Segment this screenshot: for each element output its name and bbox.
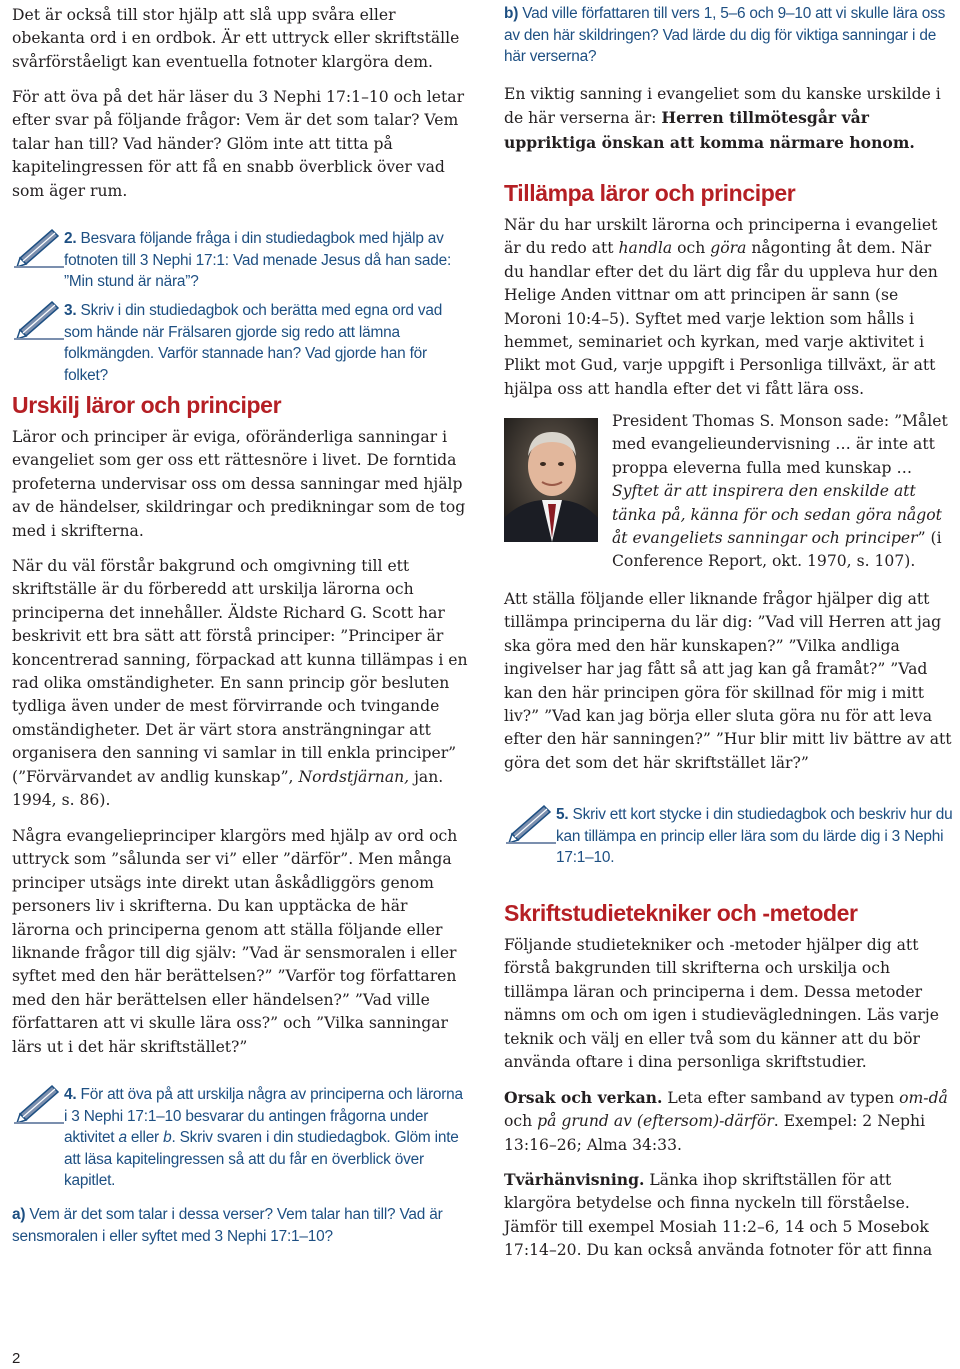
apply-paragraph: Att ställa följande eller liknande frågor hjälper dig att tillämpa principerna du lär dig: ”Vad vill Herren att jag ska göra med den här kunskapen?” ”Vilka andliga ingivelser har jag fått så att jag kan gå framåt?” ”Vad kan den här principen göra för skillnad för mig i mitt liv?” ”Vad kan jag börja eller sluta göra nu för att leva efter den här sanningen?” ”Hur blir mitt liv bättre av att göra det som det här skriftstället lär?” [504, 590, 952, 772]
orsak-italic-1: om-då [899, 1089, 948, 1107]
urskilj-p2-end: jan. 1994, s. 86). [12, 767, 444, 810]
tillampa-handla: handla [618, 239, 673, 258]
monson-quote-italic: Syftet är att inspirera den enskilde att tänka på, känna för och sedan göra något åt evangeliets sanningar och principer [612, 482, 942, 548]
activity-5 [504, 804, 956, 869]
urskilj-paragraph-3: Några evangelieprinciper klargörs med hjälp av ord och uttryck som ”sålunda ser vi” eller ”därför”. Men många principer utsägs inte direkt utan åskådliggörs genom personers liv i skrifterna. Du kan upptäcka de här lärorna och principerna genom att ställa följande eller liknande frågor till dig själv: ”Vad är sensmoralen i eller syftet med den här berättelsen?” ”Varför tog författaren med den här berättelsen eller händelsen?” ”Vad ville författaren att vi skulle lära oss?” och ”Vilka sanningar lärs ut i det här skriftstället?” [12, 827, 458, 1056]
pencil-icon [14, 228, 64, 268]
urskilj-p1-b: De forntida profeterna undervisar oss om dessa sanningar med hjälp av de händelser, skildringar och predikningar som de tog med i skrifterna. [12, 451, 466, 540]
urskilj-p2-a: När du väl förstår bakgrund och omgivning till ett skriftställe är du förberedd att urskilja lärorna och principerna det innehåller. [12, 557, 414, 622]
pencil-icon [14, 1084, 64, 1124]
orsak-label: Orsak och verkan. [504, 1088, 663, 1107]
tillampa-gora: göra [710, 239, 747, 258]
urskilj-paragraph-2 [12, 555, 470, 812]
monson-quote-end: ” (i Conference Report, okt. 1970, s. 107). [612, 529, 942, 571]
activity-3-number: 3. [64, 302, 77, 319]
urskilj-p2-b: Äldste Richard G. Scott har beskrivit ett bra sätt att förstå principer: ”Principer är koncentrerad sanning, förpackad att kunna tillämpas i en rad olika omständigheter. En sann princip gör besluten tydliga även under de mest förvirrande och tvingande omständigheter. Det är värt stora ansträngningar att organisera den sanning vi samlar in till enkla principer” (”Förvärvandet av andlig kunskap”, [12, 603, 468, 786]
orsak-och: och [504, 1112, 538, 1131]
heading-tillampa: Tillämpa läror och principer [504, 180, 796, 206]
activity-2-text [12, 228, 470, 293]
activity-4-mid: eller [126, 1129, 164, 1147]
intro-paragraph-1: Det är också till stor hjälp att slå upp svåra eller obekanta ord i en ordbok. Är ett uttryck eller skriftställe svårförståeligt kan eventuella fotnoter klargöra dem. [12, 6, 460, 71]
urskilj-paragraph-1 [12, 426, 470, 543]
activity-4-option-b: b [163, 1129, 172, 1147]
activity-5-number: 5. [556, 806, 569, 823]
tekniker-paragraph: Följande studietekniker och -metoder hjälper dig att förstå bakgrunden till skrifterna och urskilja och tillämpa läran och principerna i dem. Dessa metoder nämns om och om igen i studievägledningen. Läs varje teknik och välj en eller två som du känner att du bör använda oftare i dina personliga skriftstudier. [504, 936, 939, 1072]
tvar-text: Länka ihop skriftställen för att klargöra betydelse och finna nyckeln till förståelse. Jämför till exempel Mosiah 11:2–6, 14 och 5 Mosebok 17:14–20. Du kan också använda fotnoter för att finna [504, 1171, 933, 1260]
activity-4-option-a: a [118, 1129, 127, 1147]
activity-4-number: 4. [64, 1086, 77, 1103]
pencil-icon [14, 300, 64, 340]
activity-2-body: Besvara följande fråga i din studiedagbok med hjälp av fotnoten till 3 Nephi 17:1: Vad menade Jesus då han sade: ”Min stund är nära”? [64, 230, 452, 291]
activity-4a-text: Vem är det som talar i dessa verser? Vem talar han till? Vad är sensmoralen i eller syftet med 3 Nephi 17:1–10? [12, 1206, 443, 1245]
heading-tekniker: Skriftstudietekniker och -metoder [504, 900, 858, 926]
tillampa-text-b: någonting åt dem. När du handlar efter det du lärt dig får du uppleva hur den Helige Anden vittnar om att principen är sann (se Moroni 10:4–5). Syftet med varje lektion som hålls i hemmet, seminariet och kyrkan, med varje aktivitet i Plikt mot Gud, varje uppgift i Personliga tillväxt, är att hjälpa oss att handla efter det vi fått lära oss. [504, 239, 938, 398]
orsak-italic-2: på grund av (eftersom)-därför [537, 1112, 774, 1131]
tillampa-och: och [672, 239, 711, 258]
tvar-label: Tvärhänvisning. [504, 1170, 645, 1189]
activity-4a [12, 1204, 470, 1247]
activity-2-number: 2. [64, 230, 77, 247]
urskilj-p1-a: Läror och principer är eviga, oföränderliga sanningar i evangeliet som ger oss ett rättesnöre i livet. [12, 428, 448, 470]
intro-paragraph-2: För att öva på det här läser du 3 Nephi 17:1–10 och letar efter svar på följande frågor: Vem är det som talar? Vem talar han till? Vad händer? Glöm inte att titta på kapitelingressen för att få en snabb överblick över vad som äger rum. [12, 88, 465, 200]
monson-quote-1: President Thomas S. Monson sade: ”Målet med evangelieundervisning … är inte att proppa eleverna fulla med kunskap … [612, 412, 948, 477]
orsak-text-2: . Exempel: 2 Nephi 13:16–26; Alma 34:33. [504, 1112, 926, 1154]
truth-paragraph [504, 83, 956, 155]
orsak-text-1: Leta efter samband av typen [662, 1089, 900, 1107]
activity-3-text [12, 300, 470, 386]
heading-urskilj: Urskilj läror och principer [12, 392, 282, 418]
activity-4b [504, 3, 956, 68]
truth-text: En viktig sanning i evangeliet som du kanske urskilde i de här verserna är: [504, 85, 941, 128]
activity-2 [12, 228, 470, 293]
monson-quote-top [504, 410, 956, 574]
tillampa-text-a: När du har urskilt lärorna och principerna i evangeliet är du redo att [504, 216, 938, 258]
activity-4-body-2: . Skriv svaren i din studiedagbok. Glöm inte att läsa kapitelingressen så att du får en överblick över kapitlet. [64, 1129, 459, 1190]
urskilj-p2-italic: Nordstjärnan, [298, 767, 410, 786]
truth-bold: Herren tillmötesgår vår uppriktiga önskan att komma närmare honom. [504, 108, 915, 152]
activity-5-text [504, 804, 956, 869]
page-number: 2 [12, 1350, 21, 1367]
activity-3 [12, 300, 470, 386]
activity-4-text [12, 1084, 470, 1192]
activity-4-body-1: För att öva på att urskilja några av principerna och lärorna i 3 Nephi 17:1–10 besvarar du antingen frågorna under aktivitet [64, 1086, 463, 1147]
activity-4b-label: b) [504, 5, 519, 22]
activity-3-body: Skriv i din studiedagbok och berätta med egna ord vad som hände när Frälsaren gjorde sig redo att lämna folkmängden. Varför stannade han? Vad gjorde han för folket? [64, 302, 443, 384]
tvar-paragraph [504, 1168, 956, 1263]
pencil-icon [506, 804, 556, 844]
activity-4a-label: a) [12, 1206, 26, 1223]
activity-5-body: Skriv ett kort stycke i din studiedagbok och beskriv hur du kan tillämpa en princip eller lära som du lärde dig i 3 Nephi 17:1–10. [556, 806, 953, 867]
activity-4b-text: Vad ville författaren till vers 1, 5–6 och 9–10 att vi skulle lära oss av den här skildringen? Vad lärde du dig för viktiga sanningar i de här verserna? [504, 5, 946, 66]
activity-4 [12, 1084, 470, 1192]
orsak-paragraph [504, 1086, 956, 1157]
tillampa-paragraph [504, 214, 956, 401]
